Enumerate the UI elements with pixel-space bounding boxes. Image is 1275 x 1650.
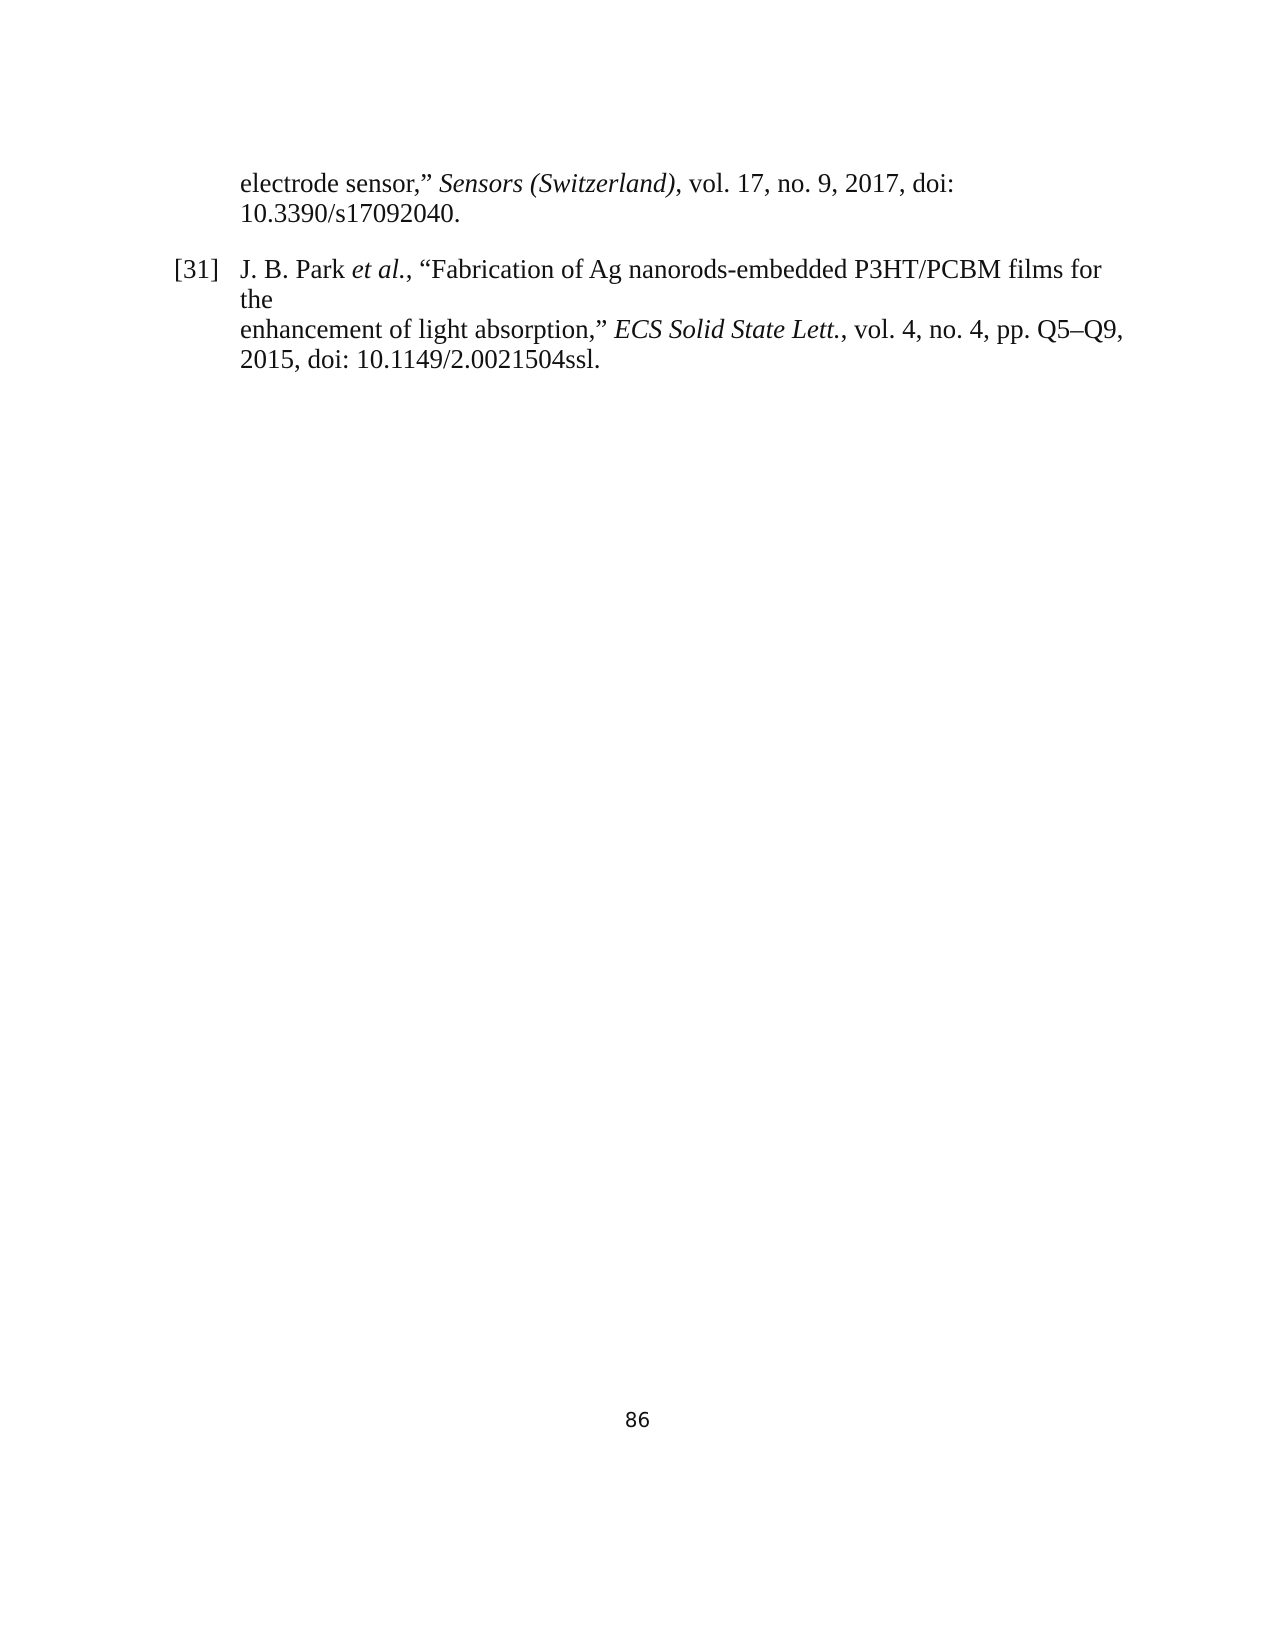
reference-doi: 10.3390/s17092040. xyxy=(240,198,461,228)
et-al: et al. xyxy=(351,254,406,284)
reference-title-continued: enhancement of light absorption,” xyxy=(240,314,615,344)
reference-title: , “Fabrication of Ag nanorods-embedded P3HT/PCBM films for the xyxy=(240,254,1102,314)
reference-text xyxy=(240,254,1140,374)
reference-details: , vol. 4, no. 4, pp. Q5–Q9, xyxy=(840,314,1124,344)
reference-31 xyxy=(174,254,1140,374)
reference-30-continuation xyxy=(240,168,1140,228)
journal-name: ECS Solid State Lett. xyxy=(614,314,841,344)
reference-text-part: , vol. 17, no. 9, 2017, doi: xyxy=(675,168,955,198)
reference-text-part: electrode sensor,” xyxy=(240,168,440,198)
reference-doi: 2015, doi: 10.1149/2.0021504ssl. xyxy=(240,344,601,374)
reference-number: [31] xyxy=(174,254,219,284)
page-number: 86 xyxy=(624,1408,651,1432)
reference-text xyxy=(240,168,1140,228)
journal-name: Sensors (Switzerland) xyxy=(439,168,676,198)
reference-authors: J. B. Park xyxy=(240,254,352,284)
